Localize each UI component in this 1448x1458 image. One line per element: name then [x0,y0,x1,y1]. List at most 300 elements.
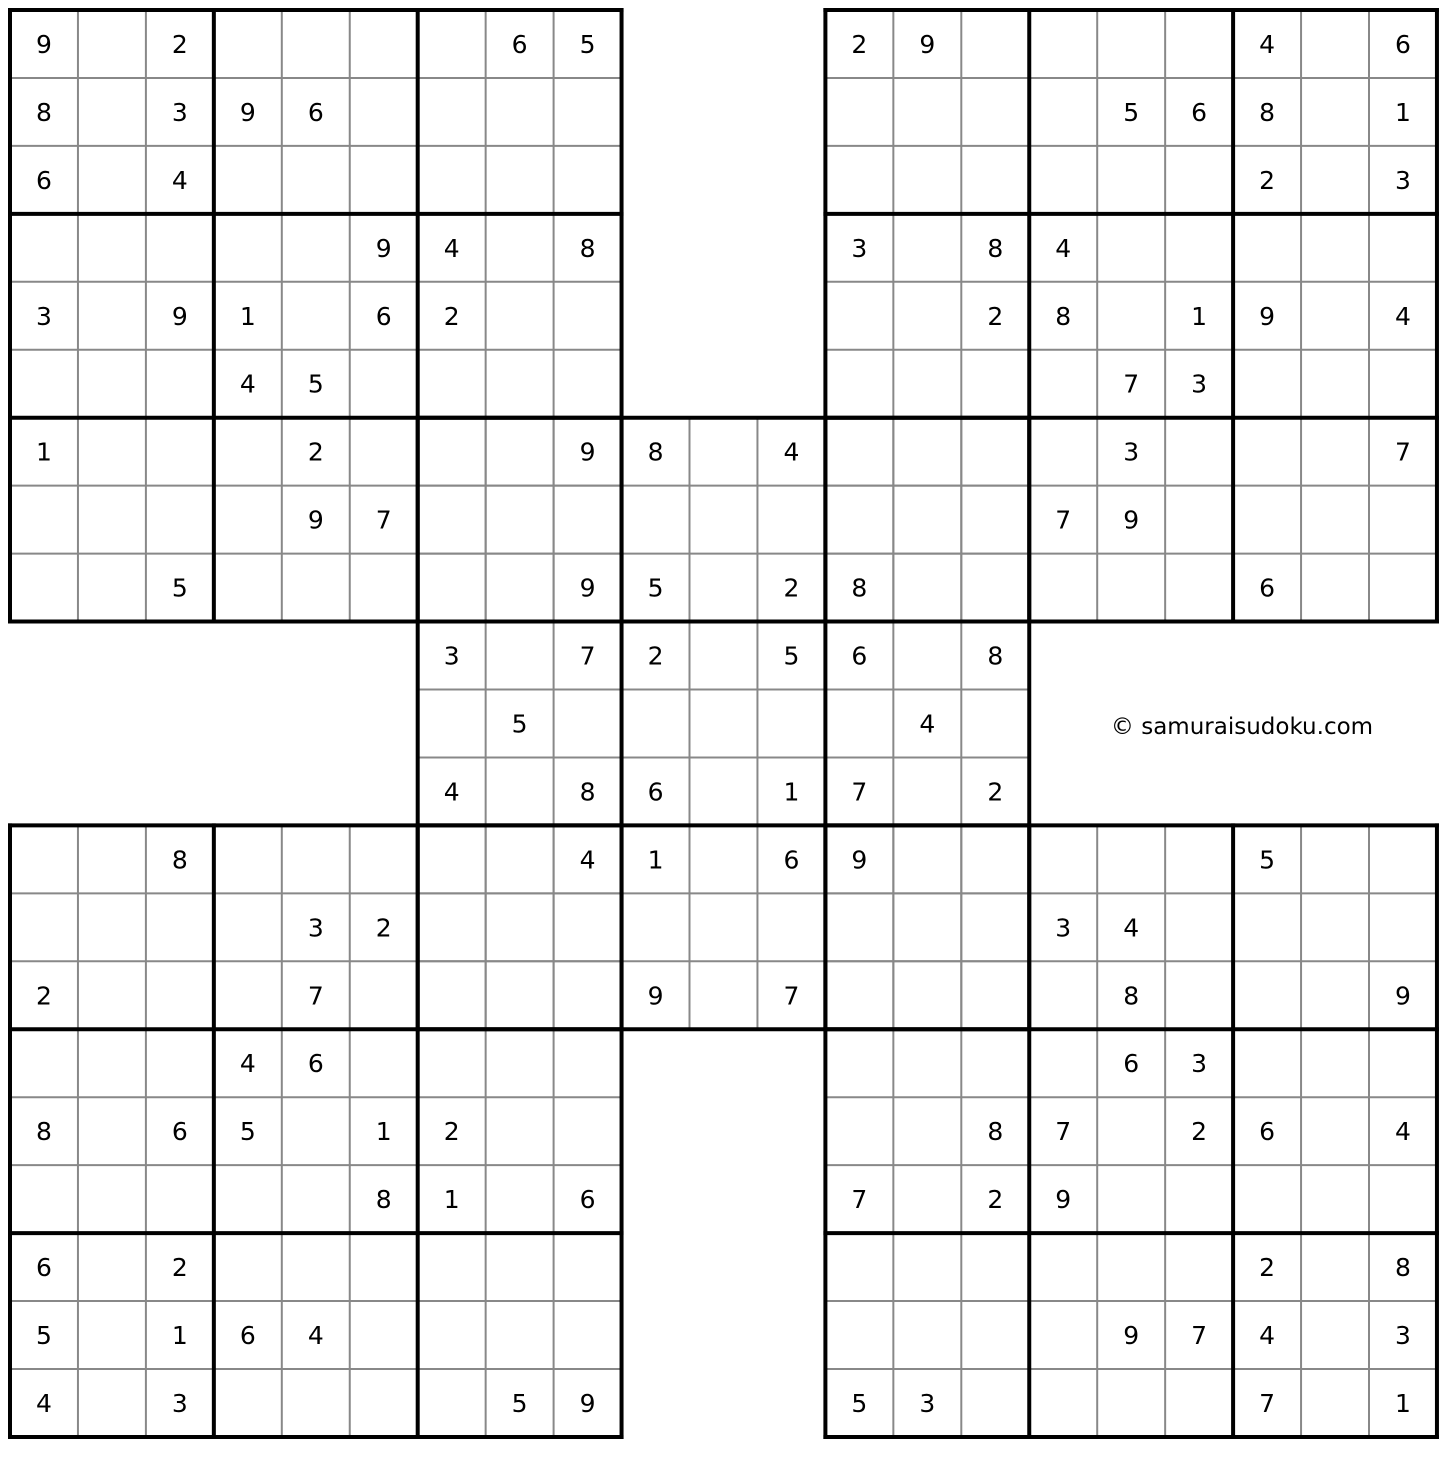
empty-cell[interactable] [554,1097,622,1165]
empty-cell[interactable] [893,893,961,961]
empty-cell[interactable] [350,1233,418,1301]
empty-cell[interactable] [78,554,146,622]
empty-cell[interactable] [1301,1029,1369,1097]
cell-digit: 3 [307,913,324,943]
cell-digit: 3 [1395,1321,1411,1351]
empty-cell[interactable] [282,1233,350,1301]
cell-digit: 4 [443,777,460,807]
empty-cell[interactable] [893,418,961,486]
empty-cell[interactable] [893,214,961,282]
empty-cell[interactable] [1165,10,1233,78]
empty-cell[interactable] [1165,486,1233,554]
empty-cell[interactable] [214,893,282,961]
empty-cell[interactable] [757,486,825,554]
empty-cell[interactable] [78,1029,146,1097]
empty-cell[interactable] [690,690,758,758]
cell-digit: 8 [579,233,596,263]
empty-cell[interactable] [893,146,961,214]
empty-cell[interactable] [1301,893,1369,961]
cell-digit: 1 [375,1117,392,1147]
empty-cell[interactable] [554,961,622,1029]
cell-digit: 6 [851,641,868,671]
empty-cell[interactable] [961,1369,1029,1437]
empty-cell[interactable] [1369,1165,1437,1233]
cell-digit: 4 [443,233,460,263]
empty-cell[interactable] [418,78,486,146]
empty-cell[interactable] [10,1165,78,1233]
empty-cell[interactable] [690,622,758,690]
cell-digit: 6 [36,165,52,195]
empty-cell[interactable] [78,418,146,486]
empty-cell[interactable] [1301,961,1369,1029]
empty-cell[interactable] [690,418,758,486]
empty-cell[interactable] [214,486,282,554]
cell-digit: 4 [1055,233,1072,263]
empty-cell[interactable] [1301,1369,1369,1437]
empty-cell[interactable] [486,757,554,825]
cell-digit: 4 [783,437,800,467]
empty-cell[interactable] [486,146,554,214]
cell-digit: 9 [1123,505,1140,535]
empty-cell[interactable] [10,486,78,554]
empty-cell[interactable] [1097,1233,1165,1301]
empty-cell[interactable] [690,893,758,961]
cell-digit: 6 [1259,573,1276,603]
cell-digit: 1 [647,845,664,875]
empty-cell[interactable] [78,486,146,554]
cell-digit: 4 [1395,301,1411,331]
empty-cell[interactable] [893,282,961,350]
empty-cell[interactable] [1233,350,1301,418]
empty-cell[interactable] [1029,825,1097,893]
cell-digit: 8 [1123,981,1140,1011]
empty-cell[interactable] [486,1029,554,1097]
empty-cell[interactable] [418,10,486,78]
empty-cell[interactable] [1165,825,1233,893]
empty-cell[interactable] [554,146,622,214]
empty-cell[interactable] [1097,1369,1165,1437]
empty-cell[interactable] [1029,10,1097,78]
empty-cell[interactable] [554,690,622,758]
empty-cell[interactable] [78,1369,146,1437]
empty-cell[interactable] [893,1029,961,1097]
empty-cell[interactable] [1165,554,1233,622]
empty-cell[interactable] [1233,486,1301,554]
empty-cell[interactable] [1233,893,1301,961]
empty-cell[interactable] [1029,146,1097,214]
empty-cell[interactable] [1233,1029,1301,1097]
empty-cell[interactable] [893,825,961,893]
empty-cell[interactable] [282,282,350,350]
empty-cell[interactable] [282,214,350,282]
empty-cell[interactable] [825,690,893,758]
cell-digit: 3 [1191,369,1208,399]
empty-cell[interactable] [350,554,418,622]
empty-cell[interactable] [1369,486,1437,554]
empty-cell[interactable] [961,1301,1029,1369]
empty-cell[interactable] [1165,893,1233,961]
cell-digit: 2 [36,981,52,1011]
empty-cell[interactable] [1301,282,1369,350]
empty-cell[interactable] [78,146,146,214]
cell-digit: 7 [1055,505,1072,535]
empty-cell[interactable] [1029,78,1097,146]
empty-cell[interactable] [486,554,554,622]
empty-cell[interactable] [825,486,893,554]
empty-cell[interactable] [78,78,146,146]
empty-cell[interactable] [10,214,78,282]
empty-cell[interactable] [825,418,893,486]
empty-cell[interactable] [1369,1029,1437,1097]
empty-cell[interactable] [1301,486,1369,554]
empty-cell[interactable] [1029,1369,1097,1437]
cell-digit: 6 [307,97,324,127]
cell-digit: 8 [987,1117,1004,1147]
empty-cell[interactable] [418,1369,486,1437]
empty-cell[interactable] [961,350,1029,418]
empty-cell[interactable] [690,554,758,622]
empty-cell[interactable] [146,350,214,418]
empty-cell[interactable] [350,10,418,78]
empty-cell[interactable] [825,1029,893,1097]
empty-cell[interactable] [78,282,146,350]
empty-cell[interactable] [961,893,1029,961]
cell-digit: 5 [239,1117,256,1147]
empty-cell[interactable] [1097,146,1165,214]
empty-cell[interactable] [350,146,418,214]
empty-cell[interactable] [1029,1301,1097,1369]
empty-cell[interactable] [282,10,350,78]
empty-cell[interactable] [486,893,554,961]
empty-cell[interactable] [1165,214,1233,282]
empty-cell[interactable] [486,1233,554,1301]
cell-digit: 9 [36,29,52,59]
empty-cell[interactable] [146,214,214,282]
cell-digit: 6 [1395,29,1411,59]
empty-cell[interactable] [961,418,1029,486]
cell-digit: 7 [579,641,596,671]
cell-digit: 8 [171,845,188,875]
empty-cell[interactable] [825,1097,893,1165]
cell-digit: 3 [1191,1049,1208,1079]
empty-cell[interactable] [554,1233,622,1301]
cell-digit: 2 [443,301,460,331]
empty-cell[interactable] [486,486,554,554]
empty-cell[interactable] [214,1233,282,1301]
empty-cell[interactable] [1369,554,1437,622]
cell-digit: 4 [239,1049,256,1079]
empty-cell[interactable] [893,1165,961,1233]
empty-cell[interactable] [1301,350,1369,418]
cell-digit: 3 [1395,165,1411,195]
empty-cell[interactable] [893,350,961,418]
empty-cell[interactable] [418,1233,486,1301]
empty-cell[interactable] [893,1233,961,1301]
empty-cell[interactable] [146,418,214,486]
empty-cell[interactable] [893,78,961,146]
empty-cell[interactable] [350,78,418,146]
empty-cell[interactable] [1029,961,1097,1029]
empty-cell[interactable] [418,1029,486,1097]
cell-digit: 6 [647,777,664,807]
cell-digit: 8 [36,97,52,127]
empty-cell[interactable] [1301,825,1369,893]
empty-cell[interactable] [214,554,282,622]
empty-cell[interactable] [1029,1029,1097,1097]
empty-cell[interactable] [1165,418,1233,486]
empty-cell[interactable] [893,554,961,622]
empty-cell[interactable] [1029,1233,1097,1301]
empty-cell[interactable] [1029,554,1097,622]
empty-cell[interactable] [418,690,486,758]
empty-cell[interactable] [1097,10,1165,78]
empty-cell[interactable] [350,825,418,893]
empty-cell[interactable] [1097,825,1165,893]
cell-digit: 4 [36,1388,52,1418]
empty-cell[interactable] [1097,554,1165,622]
empty-cell[interactable] [10,1029,78,1097]
empty-cell[interactable] [554,1301,622,1369]
empty-cell[interactable] [1233,418,1301,486]
empty-cell[interactable] [1301,146,1369,214]
empty-cell[interactable] [1301,1097,1369,1165]
empty-cell[interactable] [486,961,554,1029]
empty-cell[interactable] [418,146,486,214]
cell-digit: 4 [579,845,596,875]
cell-digit: 9 [579,1388,596,1418]
empty-cell[interactable] [1301,10,1369,78]
empty-cell[interactable] [146,1165,214,1233]
empty-cell[interactable] [961,554,1029,622]
empty-cell[interactable] [1369,350,1437,418]
empty-cell[interactable] [282,146,350,214]
empty-cell[interactable] [10,350,78,418]
empty-cell[interactable] [1369,214,1437,282]
empty-cell[interactable] [214,1165,282,1233]
empty-cell[interactable] [554,78,622,146]
cell-digit: 4 [171,165,188,195]
empty-cell[interactable] [214,825,282,893]
empty-cell[interactable] [78,1097,146,1165]
empty-cell[interactable] [486,78,554,146]
empty-cell[interactable] [350,1369,418,1437]
cell-digit: 6 [375,301,392,331]
cell-digit: 2 [171,1253,188,1283]
cell-digit: 9 [1395,981,1411,1011]
empty-cell[interactable] [1301,78,1369,146]
empty-cell[interactable] [1165,1165,1233,1233]
cell-digit: 9 [1259,301,1276,331]
empty-cell[interactable] [961,78,1029,146]
empty-cell[interactable] [486,1097,554,1165]
empty-cell[interactable] [554,893,622,961]
empty-cell[interactable] [78,1301,146,1369]
empty-cell[interactable] [1165,961,1233,1029]
empty-cell[interactable] [214,146,282,214]
empty-cell[interactable] [825,78,893,146]
cell-digit: 9 [851,845,868,875]
empty-cell[interactable] [1233,1165,1301,1233]
empty-cell[interactable] [146,1029,214,1097]
empty-cell[interactable] [893,757,961,825]
empty-cell[interactable] [825,282,893,350]
empty-cell[interactable] [10,825,78,893]
empty-cell[interactable] [1097,214,1165,282]
empty-cell[interactable] [282,554,350,622]
empty-cell[interactable] [1233,214,1301,282]
cell-digit: 2 [783,573,800,603]
empty-cell[interactable] [825,350,893,418]
empty-cell[interactable] [418,486,486,554]
empty-cell[interactable] [486,214,554,282]
cell-digit: 4 [1259,1321,1276,1351]
cell-digit: 8 [1259,97,1276,127]
empty-cell[interactable] [1097,1165,1165,1233]
empty-cell[interactable] [825,1233,893,1301]
empty-cell[interactable] [78,825,146,893]
empty-cell[interactable] [78,1233,146,1301]
empty-cell[interactable] [486,1301,554,1369]
empty-cell[interactable] [350,418,418,486]
cell-digit: 1 [239,301,256,331]
empty-cell[interactable] [690,961,758,1029]
cell-digit: 6 [171,1117,188,1147]
cell-digit: 4 [1395,1117,1411,1147]
empty-cell[interactable] [961,146,1029,214]
empty-cell[interactable] [1097,1097,1165,1165]
empty-cell[interactable] [1233,961,1301,1029]
empty-cell[interactable] [418,554,486,622]
empty-cell[interactable] [757,893,825,961]
empty-cell[interactable] [78,961,146,1029]
empty-cell[interactable] [350,1029,418,1097]
empty-cell[interactable] [757,690,825,758]
empty-cell[interactable] [961,961,1029,1029]
empty-cell[interactable] [1097,282,1165,350]
empty-cell[interactable] [961,690,1029,758]
empty-cell[interactable] [1301,554,1369,622]
empty-cell[interactable] [622,690,690,758]
cell-digit: 3 [919,1388,936,1418]
empty-cell[interactable] [1369,893,1437,961]
empty-cell[interactable] [282,1165,350,1233]
cell-digit: 2 [987,1185,1004,1215]
empty-cell[interactable] [690,486,758,554]
empty-cell[interactable] [214,1369,282,1437]
empty-cell[interactable] [1369,825,1437,893]
empty-cell[interactable] [78,214,146,282]
empty-cell[interactable] [961,825,1029,893]
cell-digit: 1 [1395,1388,1411,1418]
cell-digit: 2 [443,1117,460,1147]
empty-cell[interactable] [282,1097,350,1165]
empty-cell[interactable] [78,10,146,78]
cell-digit: 6 [1123,1049,1140,1079]
empty-cell[interactable] [10,893,78,961]
empty-cell[interactable] [486,418,554,486]
empty-cell[interactable] [554,350,622,418]
empty-cell[interactable] [146,893,214,961]
empty-cell[interactable] [622,486,690,554]
empty-cell[interactable] [282,825,350,893]
cell-digit: 7 [1055,1117,1072,1147]
empty-cell[interactable] [893,961,961,1029]
cell-digit: 5 [307,369,324,399]
empty-cell[interactable] [893,486,961,554]
empty-cell[interactable] [350,350,418,418]
empty-cell[interactable] [1165,1369,1233,1437]
empty-cell[interactable] [78,893,146,961]
empty-cell[interactable] [961,10,1029,78]
empty-cell[interactable] [486,282,554,350]
cell-digit: 1 [783,777,800,807]
empty-cell[interactable] [10,554,78,622]
empty-cell[interactable] [350,1301,418,1369]
empty-cell[interactable] [1301,1301,1369,1369]
empty-cell[interactable] [961,1029,1029,1097]
empty-cell[interactable] [622,893,690,961]
empty-cell[interactable] [893,1301,961,1369]
empty-cell[interactable] [486,825,554,893]
empty-cell[interactable] [486,350,554,418]
empty-cell[interactable] [486,1165,554,1233]
empty-cell[interactable] [418,418,486,486]
empty-cell[interactable] [893,622,961,690]
empty-cell[interactable] [1301,214,1369,282]
empty-cell[interactable] [486,622,554,690]
empty-cell[interactable] [893,1097,961,1165]
empty-cell[interactable] [554,282,622,350]
empty-cell[interactable] [825,146,893,214]
empty-cell[interactable] [214,961,282,1029]
empty-cell[interactable] [214,418,282,486]
empty-cell[interactable] [418,1301,486,1369]
cell-digit: 7 [1191,1321,1208,1351]
empty-cell[interactable] [825,1301,893,1369]
empty-cell[interactable] [214,10,282,78]
empty-cell[interactable] [690,757,758,825]
empty-cell[interactable] [418,350,486,418]
empty-cell[interactable] [350,961,418,1029]
empty-cell[interactable] [1301,1233,1369,1301]
empty-cell[interactable] [282,1369,350,1437]
empty-cell[interactable] [78,350,146,418]
empty-cell[interactable] [78,1165,146,1233]
empty-cell[interactable] [1029,350,1097,418]
cell-digit: 5 [36,1321,52,1351]
empty-cell[interactable] [825,893,893,961]
empty-cell[interactable] [418,893,486,961]
empty-cell[interactable] [418,825,486,893]
empty-cell[interactable] [1301,418,1369,486]
empty-cell[interactable] [690,825,758,893]
empty-cell[interactable] [1301,1165,1369,1233]
empty-cell[interactable] [825,961,893,1029]
empty-cell[interactable] [554,1029,622,1097]
empty-cell[interactable] [146,486,214,554]
empty-cell[interactable] [1165,146,1233,214]
empty-cell[interactable] [1165,1233,1233,1301]
cell-digit: 5 [1259,845,1276,875]
empty-cell[interactable] [554,486,622,554]
cell-digit: 6 [511,29,528,59]
empty-cell[interactable] [214,214,282,282]
empty-cell[interactable] [418,961,486,1029]
empty-cell[interactable] [961,1233,1029,1301]
empty-cell[interactable] [961,486,1029,554]
empty-cell[interactable] [146,961,214,1029]
empty-cell[interactable] [1029,418,1097,486]
